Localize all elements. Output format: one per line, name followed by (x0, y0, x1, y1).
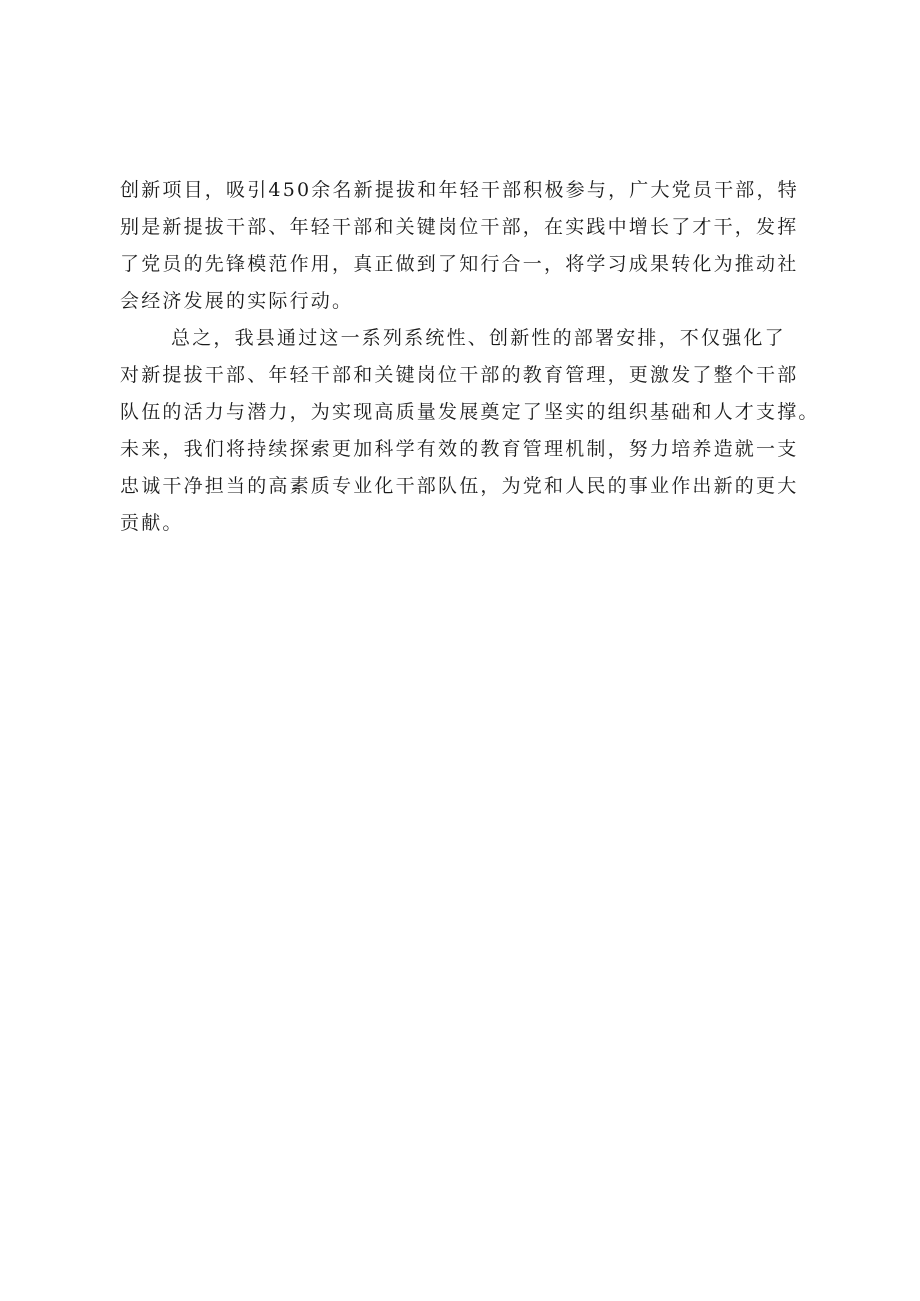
text-line: 别是新提拔干部、年轻干部和关键岗位干部，在实践中增长了才干，发挥 (120, 216, 799, 238)
text-line: 忠诚干净担当的高素质专业化干部队伍，为党和人民的事业作出新的更大 (120, 475, 799, 497)
text-line: 贡献。 (120, 512, 184, 534)
text-line: 未来，我们将持续探索更加科学有效的教育管理机制，努力培养造就一支 (120, 438, 799, 460)
text-line-indented: 总之，我县通过这一系列系统性、创新性的部署安排，不仅强化了 (171, 327, 786, 349)
body-text (120, 172, 820, 542)
text-line: 了党员的先锋模范作用，真正做到了知行合一，将学习成果转化为推动社 (120, 253, 799, 275)
text-line: 对新提拔干部、年轻干部和关键岗位干部的教育管理，更激发了整个干部 (120, 364, 799, 386)
paragraph-conclusion (120, 320, 820, 542)
text-line: 会经济发展的实际行动。 (120, 290, 354, 312)
paragraph-continuation (120, 172, 820, 320)
text-line: 创新项目，吸引450余名新提拔和年轻干部积极参与，广大党员干部，特 (120, 179, 799, 201)
text-line: 队伍的活力与潜力，为实现高质量发展奠定了坚实的组织基础和人才支撑。 (120, 401, 820, 423)
